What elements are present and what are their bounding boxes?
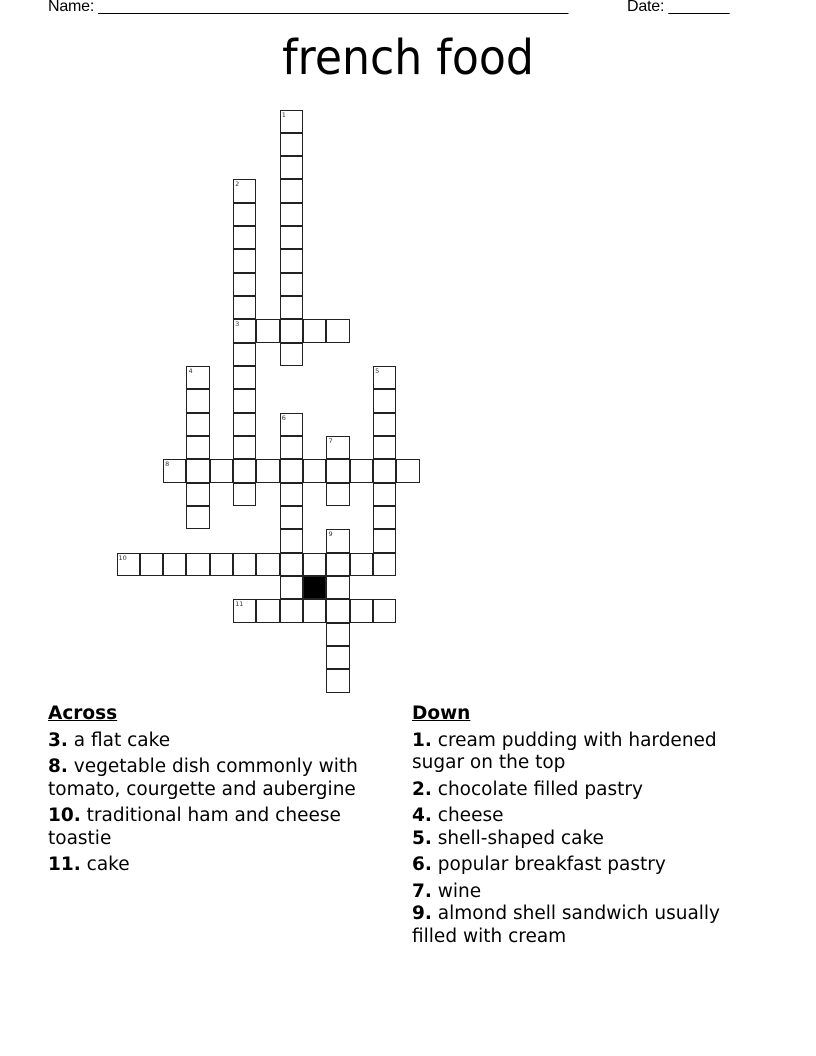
black-cell bbox=[303, 576, 326, 599]
clue-number: 8. bbox=[48, 756, 68, 777]
grid-cell[interactable] bbox=[280, 553, 303, 576]
grid-cell[interactable] bbox=[233, 389, 256, 412]
grid-cell[interactable] bbox=[256, 553, 279, 576]
grid-cell[interactable] bbox=[280, 319, 303, 342]
grid-cell[interactable] bbox=[373, 413, 396, 436]
grid-cell[interactable] bbox=[233, 249, 256, 272]
clue-number-label: 9 bbox=[328, 530, 333, 539]
grid-cell[interactable] bbox=[280, 343, 303, 366]
grid-cell[interactable] bbox=[280, 203, 303, 226]
clue-text: popular breakfast pastry bbox=[431, 854, 666, 875]
clue-number: 5. bbox=[412, 827, 432, 849]
grid-cell[interactable] bbox=[303, 553, 326, 576]
grid-cell[interactable] bbox=[233, 599, 256, 622]
grid-cell[interactable] bbox=[233, 459, 256, 482]
grid-cell[interactable] bbox=[280, 110, 303, 133]
across-clues bbox=[48, 703, 393, 881]
clue-text: cake bbox=[80, 854, 130, 875]
clue-number: 1. bbox=[412, 729, 432, 751]
grid-cell[interactable] bbox=[280, 529, 303, 552]
grid-cell[interactable] bbox=[396, 459, 419, 482]
grid-cell[interactable] bbox=[280, 576, 303, 599]
clue-text: cheese bbox=[431, 805, 504, 826]
grid-cell[interactable] bbox=[303, 599, 326, 622]
clue-number-label: 8 bbox=[165, 460, 170, 469]
grid-cell[interactable] bbox=[326, 553, 349, 576]
grid-cell[interactable] bbox=[326, 483, 349, 506]
grid-cell[interactable] bbox=[326, 319, 349, 342]
clue-number-label: 2 bbox=[235, 180, 240, 189]
grid-cell[interactable] bbox=[233, 296, 256, 319]
grid-cell[interactable] bbox=[373, 389, 396, 412]
grid-cell[interactable] bbox=[210, 459, 233, 482]
grid-cell[interactable] bbox=[373, 483, 396, 506]
grid-cell[interactable] bbox=[140, 553, 163, 576]
grid-cell[interactable] bbox=[280, 133, 303, 156]
clue-down-4 bbox=[412, 805, 722, 828]
clue-number-label: 3 bbox=[235, 320, 240, 329]
clue-text: cream pudding with hardened sugar on the top bbox=[412, 729, 717, 773]
grid-cell[interactable] bbox=[233, 366, 256, 389]
grid-cell[interactable] bbox=[280, 296, 303, 319]
clue-text: chocolate filled pastry bbox=[431, 778, 643, 800]
grid-cell[interactable] bbox=[373, 553, 396, 576]
clue-across-8 bbox=[48, 756, 393, 801]
page-title: french food bbox=[282, 30, 534, 86]
grid-cell[interactable] bbox=[326, 529, 349, 552]
grid-cell[interactable] bbox=[280, 179, 303, 202]
grid-cell[interactable] bbox=[280, 459, 303, 482]
clue-text: shell-shaped cake bbox=[431, 827, 604, 849]
clue-number: 3. bbox=[48, 729, 68, 751]
grid-cell[interactable] bbox=[186, 389, 209, 412]
grid-cell[interactable] bbox=[233, 413, 256, 436]
clue-number: 2. bbox=[412, 778, 432, 800]
grid-cell[interactable] bbox=[210, 553, 233, 576]
grid-cell[interactable] bbox=[280, 506, 303, 529]
grid-cell[interactable] bbox=[280, 483, 303, 506]
clue-across-10 bbox=[48, 805, 393, 850]
clue-text: wine bbox=[431, 880, 482, 902]
clue-number-label: 11 bbox=[235, 600, 244, 609]
down-heading: Down bbox=[412, 703, 471, 724]
grid-cell[interactable] bbox=[280, 273, 303, 296]
grid-cell[interactable] bbox=[186, 436, 209, 459]
clue-text: vegetable dish commonly with tomato, courgette and aubergine bbox=[48, 756, 358, 800]
across-heading: Across bbox=[48, 703, 118, 724]
clue-down-6 bbox=[412, 854, 722, 877]
grid-cell[interactable] bbox=[280, 413, 303, 436]
date-field[interactable]: Date: _______ bbox=[627, 0, 730, 15]
clue-text: almond shell sandwich usually filled with cream bbox=[412, 903, 721, 947]
clue-text: a flat cake bbox=[67, 729, 171, 751]
grid-cell[interactable] bbox=[186, 459, 209, 482]
clue-number-label: 5 bbox=[375, 367, 380, 376]
down-clues bbox=[412, 703, 722, 952]
clue-number-label: 7 bbox=[328, 437, 333, 446]
grid-cell[interactable] bbox=[186, 506, 209, 529]
grid-cell[interactable] bbox=[280, 226, 303, 249]
clue-number-label: 6 bbox=[281, 413, 286, 422]
grid-cell[interactable] bbox=[303, 319, 326, 342]
grid-cell[interactable] bbox=[233, 343, 256, 366]
grid-cell[interactable] bbox=[186, 553, 209, 576]
grid-cell[interactable] bbox=[233, 483, 256, 506]
clue-number-label: 4 bbox=[188, 367, 193, 376]
clue-number-label: 1 bbox=[281, 110, 286, 119]
grid-cell[interactable] bbox=[233, 273, 256, 296]
grid-cell[interactable] bbox=[186, 366, 209, 389]
grid-cell[interactable] bbox=[233, 203, 256, 226]
grid-cell[interactable] bbox=[233, 553, 256, 576]
grid-cell[interactable] bbox=[373, 599, 396, 622]
clue-number: 7. bbox=[412, 880, 432, 902]
clue-number: 10. bbox=[48, 805, 81, 826]
grid-cell[interactable] bbox=[280, 599, 303, 622]
clue-number-label: 10 bbox=[118, 553, 127, 562]
clue-down-9 bbox=[412, 903, 722, 948]
grid-cell[interactable] bbox=[326, 669, 349, 692]
grid-cell[interactable] bbox=[350, 553, 373, 576]
grid-cell[interactable] bbox=[280, 249, 303, 272]
grid-cell[interactable] bbox=[373, 529, 396, 552]
clue-down-5 bbox=[412, 828, 722, 851]
grid-cell[interactable] bbox=[326, 599, 349, 622]
grid-cell[interactable] bbox=[326, 576, 349, 599]
grid-cell[interactable] bbox=[186, 483, 209, 506]
grid-cell[interactable] bbox=[256, 319, 279, 342]
grid-cell[interactable] bbox=[233, 436, 256, 459]
clue-down-7 bbox=[412, 881, 722, 904]
clue-across-11 bbox=[48, 854, 393, 877]
grid-cell[interactable] bbox=[163, 553, 186, 576]
grid-cell[interactable] bbox=[256, 599, 279, 622]
clue-number: 6. bbox=[412, 854, 432, 875]
grid-cell[interactable] bbox=[233, 179, 256, 202]
grid-cell[interactable] bbox=[373, 506, 396, 529]
name-field[interactable]: Name: ______________________________________________________ bbox=[48, 0, 569, 15]
grid-cell[interactable] bbox=[326, 459, 349, 482]
crossword-grid bbox=[117, 110, 447, 700]
grid-cell[interactable] bbox=[373, 459, 396, 482]
grid-cell[interactable] bbox=[326, 646, 349, 669]
grid-cell[interactable] bbox=[280, 436, 303, 459]
clue-number: 9. bbox=[412, 903, 432, 924]
clue-down-2 bbox=[412, 779, 722, 802]
clue-text: traditional ham and cheese toastie bbox=[48, 805, 341, 849]
clue-number: 4. bbox=[412, 805, 432, 826]
grid-cell[interactable] bbox=[280, 156, 303, 179]
grid-cell[interactable] bbox=[303, 459, 326, 482]
clue-down-1 bbox=[412, 730, 722, 775]
clue-number: 11. bbox=[48, 854, 81, 875]
grid-cell[interactable] bbox=[326, 623, 349, 646]
grid-cell[interactable] bbox=[186, 413, 209, 436]
grid-cell[interactable] bbox=[373, 366, 396, 389]
grid-cell[interactable] bbox=[350, 459, 373, 482]
grid-cell[interactable] bbox=[350, 599, 373, 622]
grid-cell[interactable] bbox=[373, 436, 396, 459]
grid-cell[interactable] bbox=[233, 226, 256, 249]
clue-across-3 bbox=[48, 730, 393, 753]
grid-cell[interactable] bbox=[326, 436, 349, 459]
grid-cell[interactable] bbox=[233, 319, 256, 342]
grid-cell[interactable] bbox=[256, 459, 279, 482]
grid-cell[interactable] bbox=[163, 459, 186, 482]
grid-cell[interactable] bbox=[117, 553, 140, 576]
